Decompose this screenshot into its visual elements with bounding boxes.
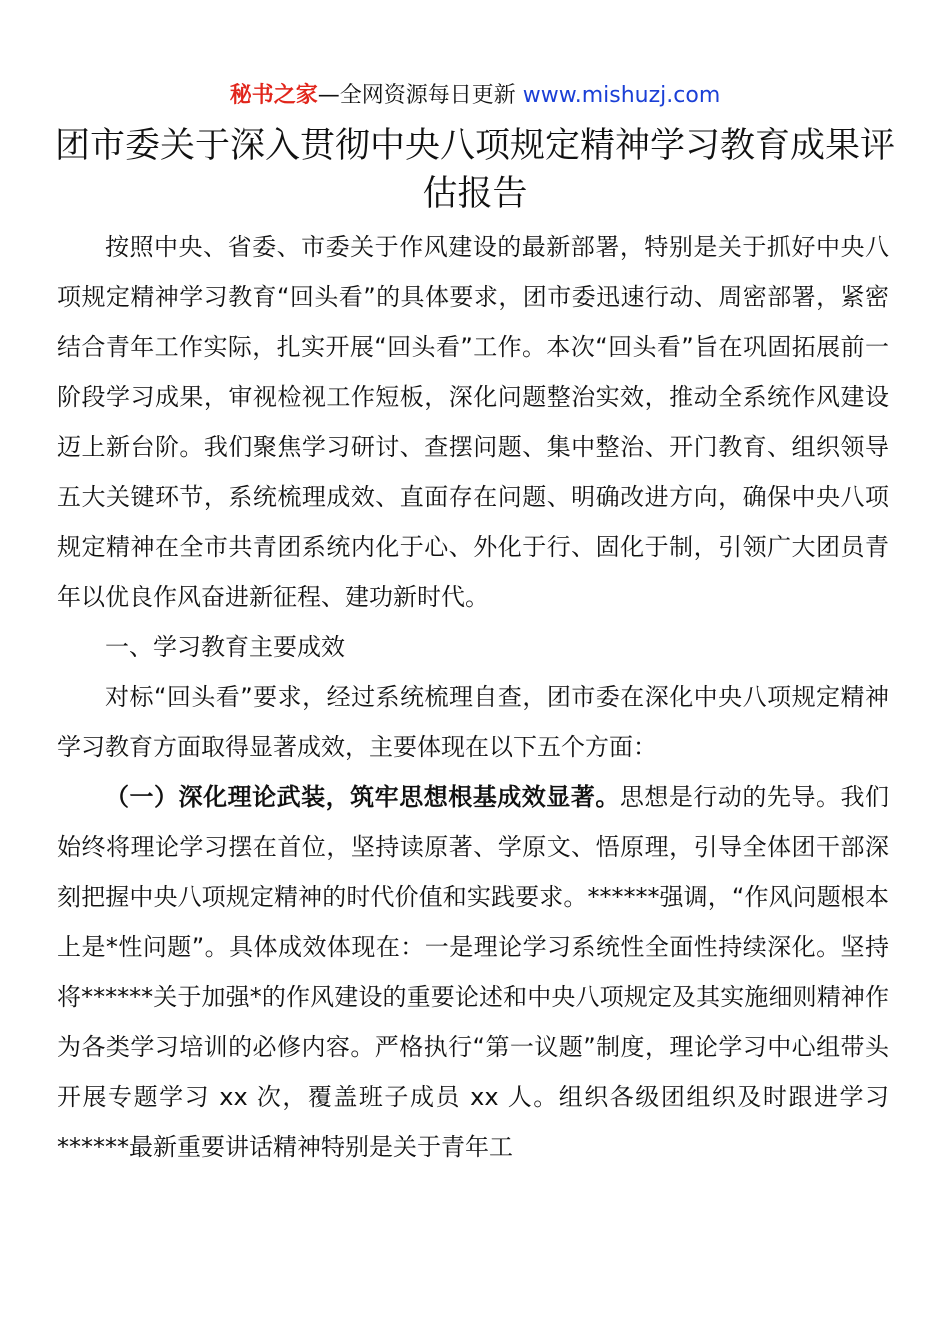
intro-paragraph: 按照中央、省委、市委关于作风建设的最新部署，特别是关于抓好中央八项规定精神学习教育“回头看”的具体要求，团市委迅速行动、周密部署，紧密结合青年工作实际，扎实开展“回头看”工作。本次“回头看”旨在巩固拓展前一阶段学习成果，审视检视工作短板，深化问题整治实效，推动全系统作风建设迈上新台阶。我们聚焦学习研讨、查摆问题、集中整治、开门教育、组织领导五大关键环节，系统梳理成效、直面存在问题、明确改进方向，确保中央八项规定精神在全市共青团系统内化于心、外化于行、固化于制，引领广大团员青年以优良作风奋进新征程、建功新时代。 (57, 233, 889, 611)
document-body (57, 222, 889, 1172)
site-tagline: —全网资源每日更新 (317, 83, 516, 108)
site-brand: 秘书之家 (229, 83, 318, 108)
subsection-body: 思想是行动的先导。我们始终将理论学习摆在首位，坚持读原著、学原文、悟原理，引导全体团干部深刻把握中央八项规定精神的时代价值和实践要求。******强调，“作风问题根本上是*性问题”。具体成效体现在：一是理论学习系统性全面性持续深化。坚持将******关于加强*的作风建设的重要论述和中央八项规定及其实施细则精神作为各类学习培训的必修内容。严格执行“第一议题”制度，理论学习中心组带头开展专题学习 xx 次，覆盖班子成员 xx 人。组织各级团组织及时跟进学习******最新重要讲话精神特别是关于青年工 (57, 783, 890, 1161)
site-url-link[interactable]: www.mishuzj.com (522, 83, 721, 108)
subsection-heading: （一）深化理论武装，筑牢思想根基成效显著。 (105, 783, 620, 811)
summary-paragraph: 对标“回头看”要求，经过系统梳理自查，团市委在深化中央八项规定精神学习教育方面取得显著成效，主要体现在以下五个方面： (57, 683, 889, 761)
site-banner (0, 80, 950, 112)
document-title: 团市委关于深入贯彻中央八项规定精神学习教育成果评估报告 (54, 126, 895, 214)
subsection-paragraph (57, 772, 889, 1172)
section-heading: 一、学习教育主要成效 (105, 633, 345, 661)
